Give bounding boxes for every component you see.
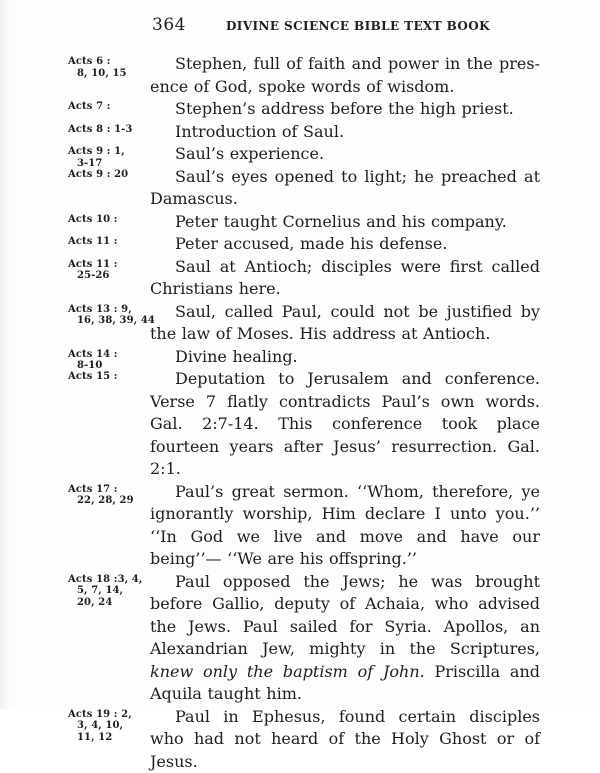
entry-text [150,121,540,144]
margin-reference [68,56,148,79]
entry-text [150,481,540,571]
margin-reference-line: 11, 12 [68,732,148,744]
margin-reference-line: 3-17 [68,158,148,170]
entry-text [150,166,540,211]
margin-reference-line: Acts 8 : 1-3 [68,124,148,136]
scripture-entry [0,368,600,481]
entry-text [150,98,540,121]
text-segment: Divine healing. [175,347,298,366]
text-segment: Saul’s eyes opened to light; he preached at Damascus. [150,167,540,209]
running-title: DIVINE SCIENCE BIBLE TEXT BOOK [226,19,490,33]
margin-reference-line: Acts 6 : [68,56,148,68]
italic-phrase: knew only the baptism of John. [150,662,425,681]
entry-text [150,571,540,706]
text-segment: Stephen’s address before the high priest. [175,99,514,118]
margin-reference-line: Acts 10 : [68,214,148,226]
text-segment: Introduction of Saul. [175,122,344,141]
margin-reference-line: Acts 15 : [68,371,148,383]
text-segment: Paul in Ephesus, found certain disciples who had not heard of the Holy Ghost or of Jesus. [150,707,540,771]
margin-reference-line: 5, 7, 14, [68,585,148,597]
scripture-entry [0,98,600,121]
scripture-entry [0,233,600,256]
entry-text [150,706,540,773]
scripture-entry [0,143,600,166]
margin-reference [68,214,148,226]
margin-reference [68,709,148,744]
text-segment: Peter taught Cornelius and his company. [175,212,507,231]
entry-text [150,301,540,346]
margin-reference-line: Acts 9 : 20 [68,169,148,181]
margin-reference-line: Acts 17 : [68,484,148,496]
scripture-entry [0,211,600,234]
margin-reference-line: 3, 4, 10, [68,720,148,732]
margin-reference-line: Acts 13 : 9, [68,304,148,316]
entry-text [150,346,540,369]
margin-reference-line: Acts 18 :3, 4, [68,574,148,586]
text-segment: Paul opposed the Jews; he was brought before Gallio, deputy of Achaia, who advised the Jews. Paul sailed for Syria. Apollos, an Alexandrian Jew, mighty in the Scriptures, [150,572,540,659]
scripture-entry [0,53,600,98]
scripture-entry [0,481,600,571]
entry-text [150,368,540,481]
margin-reference-line: 8-10 [68,360,148,372]
text-segment: Saul’s experience. [175,144,324,163]
margin-reference [68,574,148,609]
margin-reference [68,101,148,113]
margin-reference-line: Acts 11 : [68,236,148,248]
scripture-entry [0,166,600,211]
margin-reference [68,259,148,282]
page-header [0,0,600,40]
entry-text [150,256,540,301]
entry-list [0,53,600,773]
scripture-entry [0,571,600,706]
margin-reference [68,169,148,181]
scripture-entry [0,301,600,346]
margin-reference-line: Acts 14 : [68,349,148,361]
margin-reference [68,236,148,248]
page-number: 364 [152,15,186,35]
text-segment: Stephen, full of faith and power in the presence of God, spoke words of wisdom. [150,54,540,96]
scripture-entry [0,121,600,144]
margin-reference-line: Acts 11 : [68,259,148,271]
entry-text [150,53,540,98]
text-segment: Peter accused, made his defense. [175,234,447,253]
margin-reference-line: Acts 7 : [68,101,148,113]
text-segment: Deputation to Jerusalem and conference. Verse 7 flatly contradicts Paul’s own words. Gal. 2:7-14. This conference took place fourteen years after Jesus’ resurrection. Gal. 2:1. [150,369,540,478]
scripture-entry [0,256,600,301]
margin-reference-line: 22, 28, 29 [68,495,148,507]
margin-reference-line: 16, 38, 39, 44 [68,315,148,327]
margin-reference-line: 25-26 [68,270,148,282]
text-segment: Saul at Antioch; disciples were first called Christians here. [150,257,540,299]
text-segment: Saul, called Paul, could not be justified by the law of Moses. His address at Antioch. [150,302,540,344]
scripture-entry [0,706,600,773]
margin-reference-line: 8, 10, 15 [68,68,148,80]
margin-reference-line: Acts 19 : 2, [68,709,148,721]
margin-reference [68,124,148,136]
margin-reference [68,371,148,383]
margin-reference [68,304,148,327]
entry-text [150,211,540,234]
margin-reference-line: 20, 24 [68,597,148,609]
margin-reference-line: Acts 9 : 1, [68,146,148,158]
entry-text [150,143,540,166]
entry-text [150,233,540,256]
text-segment: Priscilla and Aquila taught him. [150,662,540,704]
text-segment: Paul’s great sermon. ‘‘Whom, therefore, ye ignorantly worship, Him declare I unto you.’’ ‘‘In God we live and move and have our being’’— ‘‘We are his offspring.’’ [150,482,540,569]
margin-reference [68,484,148,507]
scripture-entry [0,346,600,369]
